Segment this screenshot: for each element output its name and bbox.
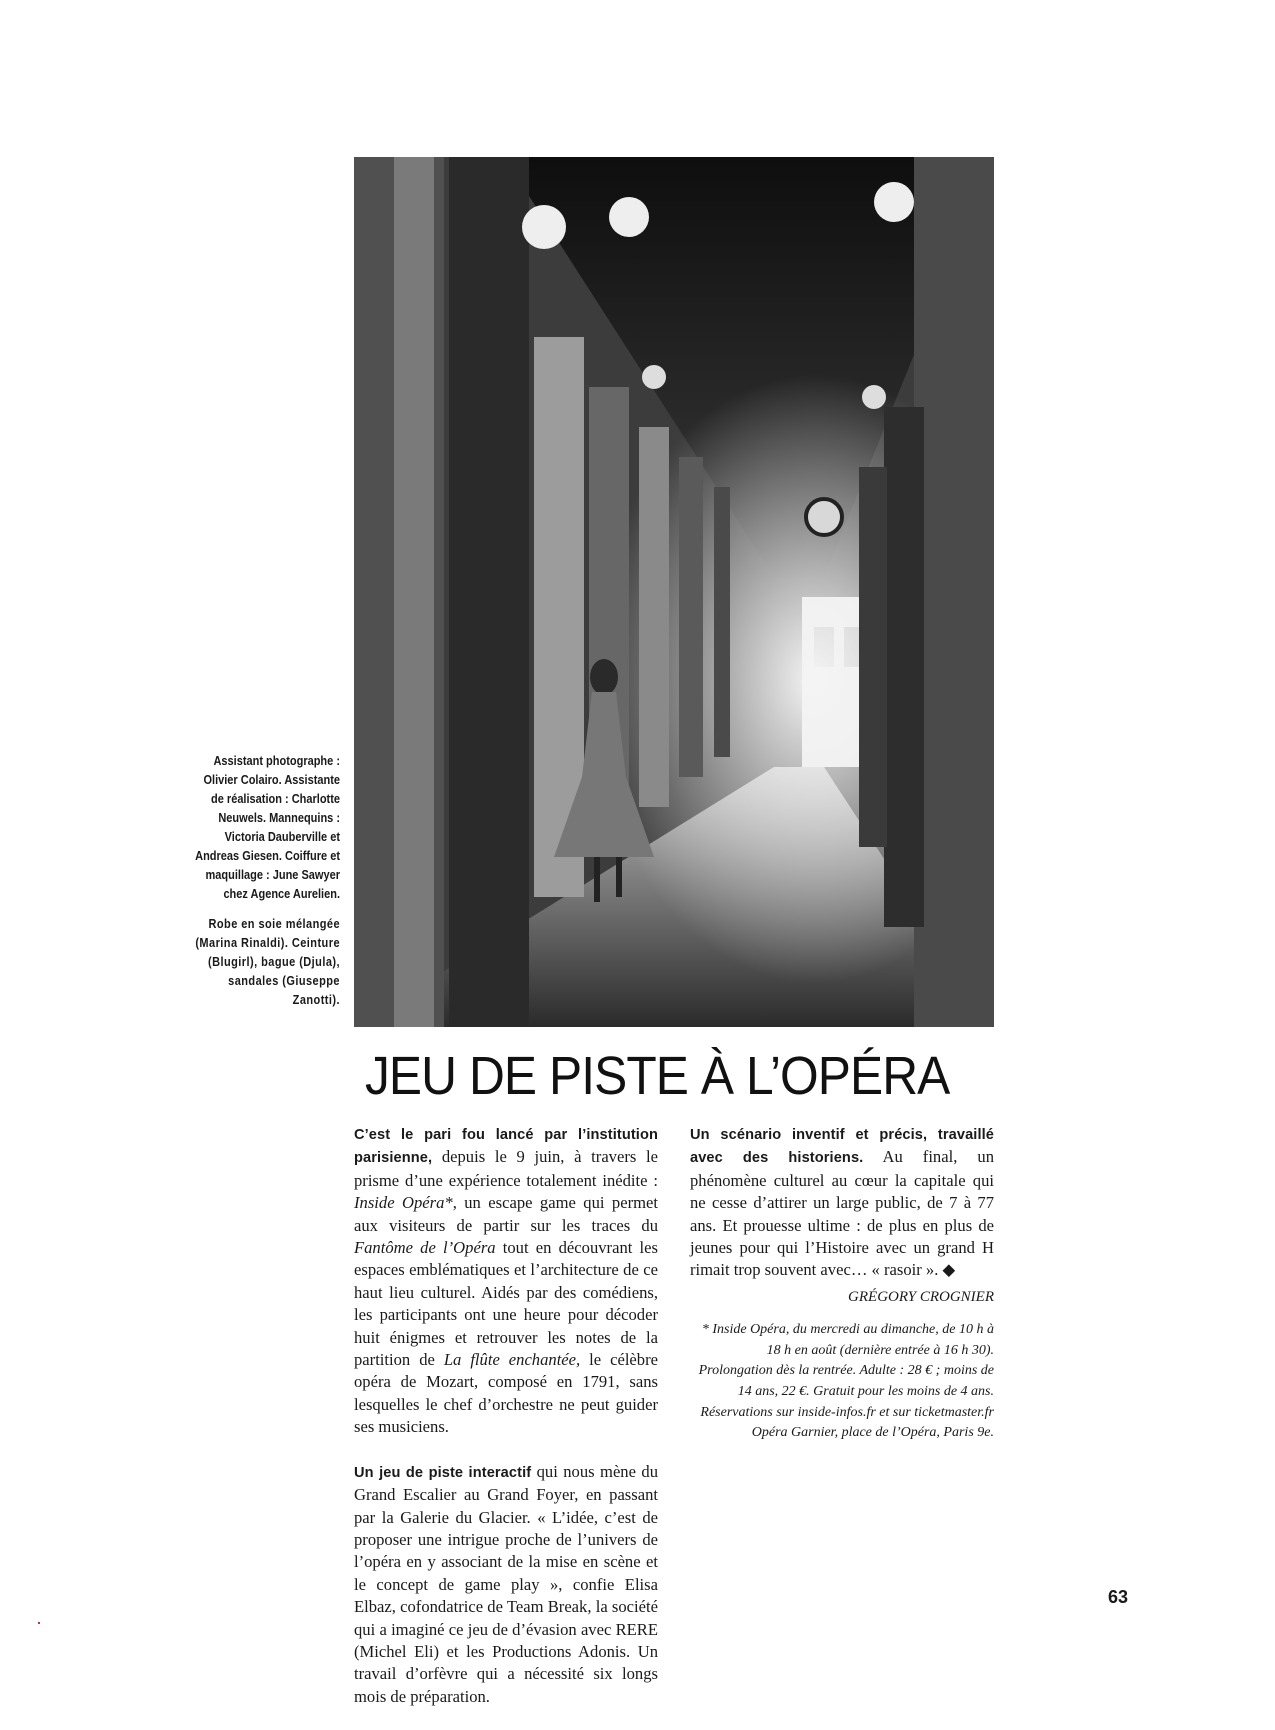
- paragraph-3: [690, 1123, 994, 1282]
- photo-credits: [190, 752, 340, 1010]
- paragraph-2: [354, 1461, 658, 1708]
- paragraph-1-lead: C’est le pari fou lancé par l’institution parisienne,: [354, 1127, 658, 1167]
- article-headline: JEU DE PISTE À L’OPÉRA: [365, 1046, 950, 1106]
- author-byline: GRÉGORY CROGNIER: [848, 1288, 994, 1305]
- article-column-left: [354, 1123, 658, 1730]
- paragraph-1-text-d: le célèbre opéra de Mozart, composé en 1791, sans lesquelles le chef d’orchestre ne peut guider ses musiciens.: [354, 1350, 658, 1437]
- paragraph-3-text: Au final, un phénomène culturel au cœur la capitale qui ne cesse d’attirer un large public, de 7 à 77 ans. Et prouesse ultime : de plus en plus de jeunes pour qui l’Histoire avec un grand H rimait trop souvent avec… « rasoir ». ◆: [690, 1147, 994, 1280]
- print-mark: [38, 1622, 40, 1624]
- opera-title: La flûte enchantée,: [443, 1350, 581, 1370]
- practical-info-note: * Inside Opéra, du mercredi au dimanche, de 10 h à 18 h en août (dernière entrée à 16 h 30). Prolongation dès la rentrée. Adulte : 28 € ; moins de 14 ans, 22 €. Gratuit pour les moins de 4 ans. Réservations sur inside-infos.fr et sur ticketmaster.fr Opéra Garnier, place de l’Opéra, Paris 9e.: [698, 1322, 994, 1441]
- paragraph-1: [354, 1123, 658, 1439]
- page-number: 63: [1108, 1587, 1129, 1607]
- paragraph-1-text-a: depuis le 9 juin, à travers le prisme d’une expérience totalement inédite :: [354, 1147, 658, 1190]
- paragraph-1-text-b: , un escape game qui permet aux visiteurs de partir sur les traces du: [354, 1193, 658, 1235]
- article-photo: [354, 157, 994, 1027]
- photo-opera-corridor-icon: [354, 157, 994, 1027]
- paragraph-3-lead: Un scénario inventif et précis, travaillé avec des historiens.: [690, 1127, 994, 1167]
- staff-credits: Assistant photographe : Olivier Colairo. Assistante de réalisation : Charlotte Neuwels. Mannequins : Victoria Dauberville et Andreas Giesen. Coiffure et maquillage : June Sawyer chez Agence Aurelien.: [195, 754, 340, 901]
- article-column-right: [690, 1123, 994, 1466]
- outfit-caption: Robe en soie mélangée (Marina Rinaldi). Ceinture (Blugirl), bague (Djula), sandales (Giuseppe Zanotti).: [195, 917, 340, 1007]
- show-title: Inside Opéra*: [354, 1193, 453, 1213]
- paragraph-1-text-c: tout en découvrant les espaces emblématiques et l’architecture de ce haut lieu culturel. Aidés par des comédiens, les participants ont une heure pour décoder huit énigmes et retrouver les notes de la partition de: [354, 1238, 658, 1370]
- novel-title: Fantôme de l’Opéra: [354, 1238, 496, 1258]
- paragraph-2-text: qui nous mène du Grand Escalier au Grand Foyer, en passant par la Galerie du Glacier. « L’idée, c’est de proposer une intrigue proche de l’univers de l’opéra en y associant de la mise en scène et le concept de game play », confie Elisa Elbaz, cofondatrice de Team Break, la société qui a imaginé ce jeu de d’évasion avec RERE (Michel Eli) et les Productions Adonis. Un travail d’orfèvre qui a nécessité six longs mois de préparation.: [354, 1461, 658, 1706]
- paragraph-2-lead: Un jeu de piste interactif: [354, 1464, 532, 1481]
